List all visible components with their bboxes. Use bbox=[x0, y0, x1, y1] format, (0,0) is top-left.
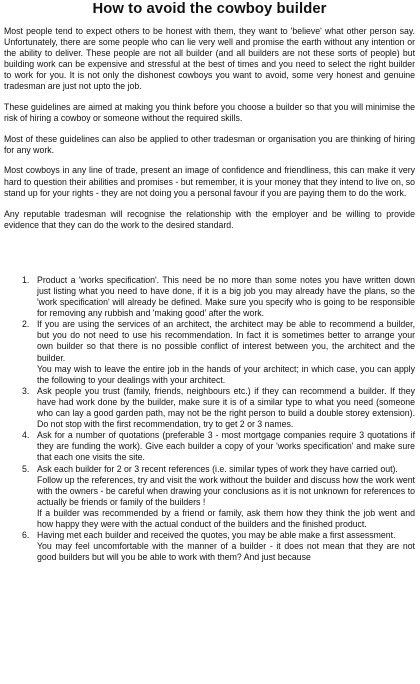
other-tradesman-paragraph: Most of these guidelines can also be applied to other tradesman or organisation you are thinking of hiring for any work. bbox=[4, 133, 415, 155]
list-number: 4. bbox=[22, 430, 30, 441]
list-item bbox=[4, 530, 415, 563]
list-item-text: If you are using the services of an architect, the architect may be able to recommend a builder, but you do not need to use his recommendation. In fact it is sometimes better to arrange your own builder so that there is no possible conflict of interest between you, the architect and the builder. bbox=[37, 319, 415, 363]
cowboys-paragraph: Most cowboys in any line of trade, present an image of confidence and friendliness, this can make it very hard to question their abilities and promises - but remember, it is your money that they intend to live on, so stand up for your rights - they are not doing you a personal favour if you are paying them to do the work. bbox=[4, 165, 415, 198]
list-item-text: Ask for a number of quotations (preferable 3 - most mortgage companies require 3 quotations if they are funding the work). Give each builder a copy of your 'works specification' and make sure that each one visits the site. bbox=[37, 430, 415, 463]
guidelines-paragraph: These guidelines are aimed at making you think before you choose a builder so that you will minimise the risk of hiring a cowboy or someone without the required skills. bbox=[4, 102, 415, 124]
reputable-tradesman-paragraph: Any reputable tradesman will recognise the relationship with the employer and be willing to provide evidence that they can do the work to the desired standard. bbox=[4, 208, 415, 230]
list-item bbox=[4, 386, 415, 430]
list-item-subtext: You may wish to leave the entire job in the hands of your architect; in which case, you can apply the following to your dealings with your architect. bbox=[37, 363, 415, 385]
page-title: How to avoid the cowboy builder bbox=[92, 1, 327, 17]
list-number: 3. bbox=[22, 385, 30, 396]
list-item-subtext: If a builder was recommended by a friend or family, ask them how they think the job went and how happy they were with the actual conduct of the builders and the finished product. bbox=[37, 507, 415, 529]
list-item bbox=[4, 275, 415, 319]
list-item-text: Ask each builder for 2 or 3 recent references (i.e. similar types of work they have carried out). bbox=[37, 463, 398, 474]
list-item bbox=[4, 319, 415, 386]
list-item bbox=[4, 464, 415, 531]
intro-paragraph: Most people tend to expect others to be honest with them, they want to 'believe' what other person say. Unfortunately, there are some people who can lie very well and promise the earth without any intention or the ability to deliver. These people are not all builder (and all builders are not these sorts of people) but building work can be expensive and stressful at the best of times and you need to select the right builder to work for you. It is not only the dishonest cowboys you want to avoid, some very honest and genuine tradesman are just not upto the job. bbox=[4, 26, 415, 92]
list-item-text: Having met each builder and received the quotes, you may be able make a first assessment. bbox=[37, 530, 396, 541]
guidelines-list bbox=[4, 275, 415, 563]
list-number: 6. bbox=[22, 530, 30, 541]
list-item bbox=[4, 430, 415, 463]
list-number: 5. bbox=[22, 463, 30, 474]
list-number: 2. bbox=[22, 319, 30, 330]
list-item-text: Ask people you trust (family, friends, neighbours etc.) if they can recommend a builder. If they have had work done by the builder, make sure it is of a similar type to what you need (someone who can lay a good garden path, may not be the right person to build a double storey extension). Do not stop with the first recommendation, try to get 2 or 3 names. bbox=[37, 385, 415, 430]
list-item-subtext: Follow up the references, try and visit the work without the builder and discuss how the work went with the owners - be careful when drawing your conclusions as it is not unknown for references to actually be friends or family of the builders ! bbox=[37, 474, 415, 507]
list-number: 1. bbox=[22, 274, 30, 285]
list-item-text: Product a 'works specification'. This need be no more than some notes you have written down just listing what you need to have done, if it is a big job you may already have the plans, so the 'work specification' will already be defined. Make sure you specify who is going to be responsible for removing any rubbish and 'making good' after the work. bbox=[37, 274, 415, 319]
list-item-subtext: You may feel uncomfortable with the manner of a builder - it does not mean that they are not good builders but will you be able to work with them? And just because bbox=[37, 541, 415, 563]
